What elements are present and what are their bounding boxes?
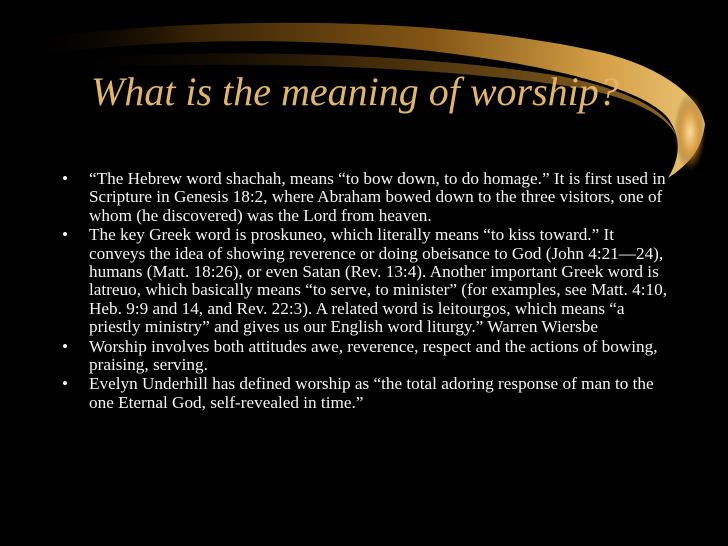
bullet-text: “The Hebrew word shachah, means “to bow down, to do homage.” It is first used in Scripture in Genesis 18:2, where Abraham bowed down to the three visitors, one of whom (he discovered) was the Lord from heaven. bbox=[89, 169, 666, 225]
bullet-list bbox=[62, 170, 668, 413]
bullet-glyph: • bbox=[62, 374, 69, 394]
bullet-glyph: • bbox=[62, 169, 69, 188]
list-item bbox=[62, 170, 668, 225]
list-item bbox=[62, 375, 668, 412]
bullet-text: Worship involves both attitudes awe, reverence, respect and the actions of bowing, praising, serving. bbox=[89, 336, 658, 375]
bullet-glyph: • bbox=[62, 225, 69, 245]
list-item bbox=[62, 226, 668, 336]
bullet-glyph: • bbox=[62, 336, 69, 356]
bullet-text: The key Greek word is proskuneo, which literally means “to kiss toward.” It conveys the idea of showing reverence or doing obeisance to God (John 4:21—24), humans (Matt. 18:26), or even Satan (Rev. 13:4). Another important Greek word is latreuo, which basically means “to serve, to minister” (for examples, see Matt. 4:10, Heb. 9:9 and 14, and Rev. 22:3). A related word is leitourgos, which means “a priestly ministry” and gives us our English word liturgy.” Warren Wiersbe bbox=[89, 225, 667, 337]
list-item bbox=[62, 338, 668, 375]
bullet-text: Evelyn Underhill has defined worship as “the total adoring response of man to the one Eternal God, self-revealed in time.” bbox=[89, 374, 654, 412]
slide-title: What is the meaning of worship? bbox=[91, 69, 619, 114]
